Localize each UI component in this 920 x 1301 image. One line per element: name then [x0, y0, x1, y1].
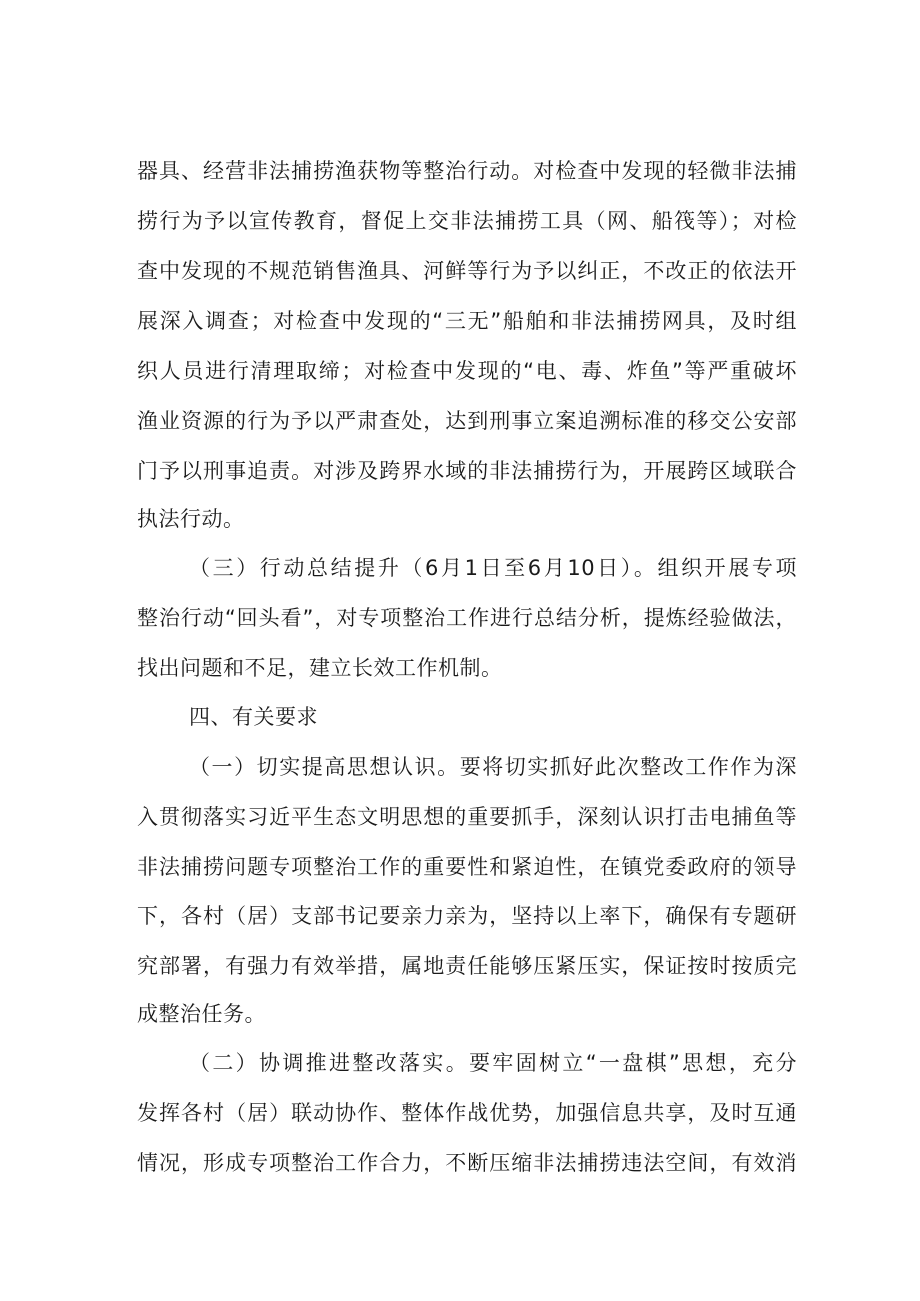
text-line: 发挥各村（居）联动协作、整体作战优势，加强信息共享，及时互通	[137, 1101, 797, 1125]
text-line: 整治行动“回头看”，对专项整治工作进行总结分析，提炼经验做法，	[137, 606, 797, 630]
text-line: 执法行动。	[137, 507, 245, 531]
text-line: 查中发现的不规范销售渔具、河鲜等行为予以纠正，不改正的依法开	[137, 259, 797, 283]
text-line: 门予以刑事追责。对涉及跨界水域的非法捕捞行为，开展跨区域联合	[137, 459, 797, 483]
text-line: 织人员进行清理取缔；对检查中发现的“电、毒、炸鱼”等严重破坏	[137, 359, 797, 383]
section-heading-3: （三）行动总结提升（6月1日至6月10日）。组织开展专项	[189, 556, 797, 580]
text-line: 入贯彻落实习近平生态文明思想的重要抓手，深刻认识打击电捕鱼等	[137, 805, 797, 829]
text-line: 找出问题和不足，建立长效工作机制。	[137, 656, 503, 680]
text-line: 情况，形成专项整治工作合力，不断压缩非法捕捞违法空间，有效消	[137, 1151, 797, 1175]
text-line: 非法捕捞问题专项整治工作的重要性和紧迫性，在镇党委政府的领导	[137, 855, 797, 879]
text-line: 渔业资源的行为予以严肃查处，达到刑事立案追溯标准的移交公安部	[137, 409, 797, 433]
section-heading-2: （二）协调推进整改落实。要牢固树立“一盘棋”思想，充分	[189, 1051, 797, 1075]
section-title-requirements: 四、有关要求	[189, 705, 318, 729]
text-line: 展深入调查；对检查中发现的“三无”船舶和非法捕捞网具，及时组	[137, 309, 797, 333]
text-line: 下，各村（居）支部书记要亲力亲为，坚持以上率下，确保有专题研	[137, 904, 797, 928]
text-line: 究部署，有强力有效举措，属地责任能够压紧压实，保证按时按质完	[137, 954, 797, 978]
text-line: 器具、经营非法捕捞渔获物等整治行动。对检查中发现的轻微非法捕	[137, 159, 797, 183]
section-heading-1: （一）切实提高思想认识。要将切实抓好此次整改工作作为深	[189, 755, 797, 779]
text-line: 捞行为予以宣传教育，督促上交非法捕捞工具（网、船筏等）；对检	[137, 209, 797, 233]
text-line: 成整治任务。	[137, 1002, 266, 1026]
